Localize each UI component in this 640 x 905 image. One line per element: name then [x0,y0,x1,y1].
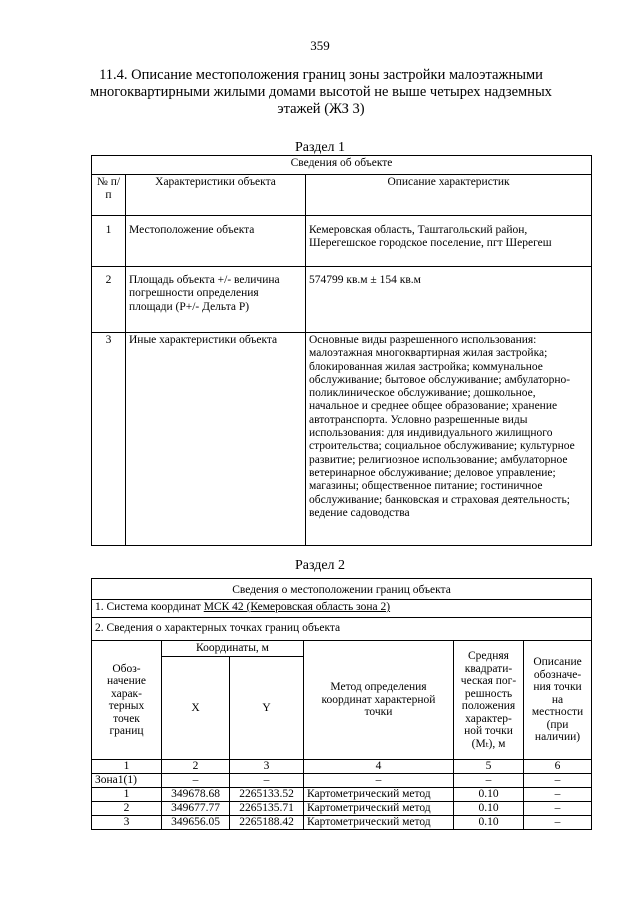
point-accuracy: 0.10 [454,788,524,802]
row-description: 574799 кв.м ± 154 кв.м [306,267,592,333]
section2-title: Раздел 2 [294,558,346,573]
row-description: Основные виды разрешенного использования: малоэтажная многоквартирная жилая застройка; блокированная жилая застройка; коммунальное обслуживание; бытовое обслуживание; амбулаторно-поликлиническое обслуживание; дошкольное, начальное и среднее общее образование; хранение автотранспорта. Условно разрешенные виды использования: для индивидуального жилищного строительства; социальное обслуживание; культурное развитие; религиозное использование; амбулаторное ветеринарное обслуживание; деловое управление; магазины; общественное питание; гостиничное обслуживание; банковская и страховая деятельность; ведение садоводства [306,333,592,546]
zone-accuracy: – [454,774,524,788]
point-y: 2265133.52 [230,788,304,802]
header-method: Метод определения координат характерной точки [304,641,454,760]
object-info-table [91,155,592,546]
point-y: 2265135.71 [230,802,304,816]
point-description: – [524,816,592,830]
point-method: Картометрический метод [304,788,454,802]
zone-x: – [162,774,230,788]
point-method: Картометрический метод [304,816,454,830]
header-description: Описание характеристик [306,175,592,216]
header-x: X [162,657,230,760]
point-description: – [524,802,592,816]
object-table-title: Сведения об объекте [92,156,592,175]
column-number: 6 [524,760,592,774]
point-method: Картометрический метод [304,802,454,816]
coordinate-system [92,600,592,618]
row-description: Кемеровская область, Таштагольский район, Шерегешское городское поселение, пгт Шерегеш [306,216,592,267]
point-x: 349656.05 [162,816,230,830]
point-row [92,802,592,816]
header-coordinates: Координаты, м [162,641,304,657]
boundaries-table-title: Сведения о местоположении границ объекта [92,579,592,600]
header-y: Y [230,657,304,760]
document-heading: 11.4. Описание местоположения границ зоны застройки малоэтажными многоквартирными жилыми домами высотой не выше четырех надземных этажей (ЖЗ 3) [90,67,552,117]
column-number: 3 [230,760,304,774]
zone-y: – [230,774,304,788]
row-num: 1 [92,216,126,267]
point-x: 349678.68 [162,788,230,802]
coordinate-system-label: 1. Система координат [95,601,204,613]
point-description: – [524,788,592,802]
row-num: 2 [92,267,126,333]
header-characteristic: Характеристики объекта [126,175,306,216]
point-accuracy: 0.10 [454,802,524,816]
row-num: 3 [92,333,126,546]
header-location-description: Описание обозначе- ния точки на местности (при наличии) [524,641,592,760]
point-row [92,816,592,830]
point-accuracy: 0.10 [454,816,524,830]
header-accuracy: Средняя квадрати- ческая пог- решность положения характер- ной точки (Mₜ), м [454,641,524,760]
column-number: 2 [162,760,230,774]
point-row [92,788,592,802]
point-id: 2 [92,802,162,816]
row-characteristic: Иные характеристики объекта [126,333,306,546]
point-y: 2265188.42 [230,816,304,830]
column-number: 1 [92,760,162,774]
header-num: № п/п [92,175,126,216]
zone-description: – [524,774,592,788]
zone-method: – [304,774,454,788]
section1-title: Раздел 1 [294,140,346,155]
page-number: 359 [310,38,330,53]
column-number: 5 [454,760,524,774]
point-x: 349677.77 [162,802,230,816]
header-designation: Обоз- начение харак- терных точек границ [92,641,162,760]
column-number: 4 [304,760,454,774]
points-section-title: 2. Сведения о характерных точках границ объекта [92,618,592,641]
zone-name: Зона1(1) [92,774,162,788]
row-characteristic: Местоположение объекта [126,216,306,267]
coordinate-system-name: МСК 42 (Кемеровская область зона 2) [203,601,391,613]
boundary-points-table [91,578,592,830]
point-id: 1 [92,788,162,802]
row-characteristic: Площадь объекта +/- величина погрешности определения площади (Р+/- Дельта Р) [126,267,306,333]
point-id: 3 [92,816,162,830]
